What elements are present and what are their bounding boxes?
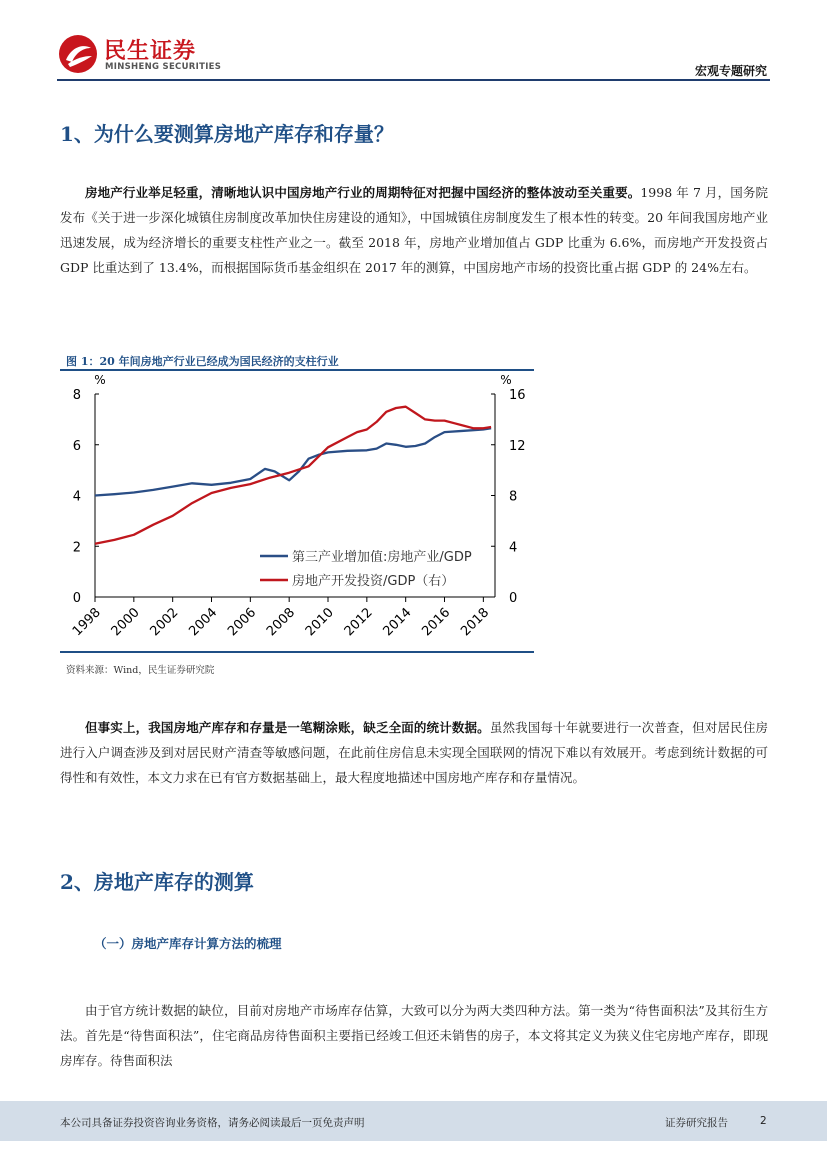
x-tick-label: 2006 (225, 605, 260, 640)
left-tick-label: 4 (72, 489, 81, 505)
right-tick-label: 8 (509, 489, 518, 505)
series-line-real-estate-value-added (95, 428, 491, 495)
x-tick-label: 2000 (108, 605, 143, 640)
header-divider (57, 79, 770, 81)
x-tick-label: 2014 (380, 605, 415, 640)
footer-report-type: 证券研究报告 (665, 1117, 728, 1129)
section2-title: 2、房地产库存的测算 (60, 870, 254, 894)
logo-mark-icon (58, 34, 98, 74)
x-tick-label: 2002 (147, 605, 182, 640)
section2-subtitle: （一）房地产库存计算方法的梳理 (94, 936, 282, 951)
legend-label-real-estate-investment: 房地产开发投资/GDP（右） (292, 574, 455, 589)
right-tick-label: 4 (509, 540, 518, 556)
legend-label-real-estate-value-added: 第三产业增加值:房地产业/GDP (292, 550, 472, 565)
paragraph-statistics-gap-text: 虽然我国每十年就要进行一次普查，但对居民住房进行入户调查涉及到对居民财产清查等敏感问题，在此前住房信息未实现全国联网的情况下难以有效展开。考虑到统计数据的可得性和有效性，本文力求在已有官方数据基础上，最大程度地描述中国房地产库存和存量情况。 (60, 720, 768, 785)
report-section-label: 宏观专题研究 (694, 64, 767, 78)
logo-name-en: MINSHENG SECURITIES (105, 62, 222, 72)
section1-title: 1、为什么要测算房地产库存和存量？ (60, 122, 394, 146)
figure1-source: 资料来源：Wind，民生证券研究院 (66, 665, 215, 676)
left-axis-unit: % (94, 373, 106, 387)
logo-name-cn: 民生证券 (104, 39, 197, 64)
left-tick-label: 2 (72, 540, 81, 556)
x-tick-label: 2010 (302, 605, 337, 640)
x-tick-label: 2012 (341, 605, 376, 640)
x-tick-label: 2016 (419, 605, 454, 640)
figure1-bottom-rule (60, 651, 534, 653)
paragraph-statistics-gap-bold: 但事实上，我国房地产库存和存量是一笔糊涂账，缺乏全面的统计数据。 (85, 720, 490, 735)
x-tick-label: 2008 (263, 605, 299, 640)
series-line-real-estate-investment (95, 407, 491, 544)
section1-paragraph (60, 180, 768, 280)
right-axis-unit: % (500, 373, 512, 387)
left-tick-label: 8 (72, 388, 81, 403)
footer-disclaimer: 本公司具备证券投资咨询业务资格，请务必阅读最后一页免责声明 (60, 1117, 365, 1129)
paragraph-statistics-gap (60, 715, 768, 790)
section2-paragraph: 由于官方统计数据的缺位，目前对房地产市场库存估算，大致可以分为两大类四种方法。第一类为“待售面积法”及其衍生方法。首先是“待售面积法”，住宅商品房待售面积主要指已经竣工但还未销售的房子，本文将其定义为狭义住宅房地产库存，即现房库存。待售面积法 (60, 1003, 768, 1068)
left-tick-label: 0 (72, 591, 81, 606)
x-tick-label: 2018 (458, 605, 493, 640)
x-tick-label: 1998 (69, 605, 104, 640)
figure1-caption: 图 1：20 年间房地产行业已经成为国民经济的支柱行业 (66, 355, 339, 368)
section1-paragraph-bold: 房地产行业举足轻重，清晰地认识中国房地产行业的周期特征对把握中国经济的整体波动至关重要。 (85, 185, 641, 200)
right-tick-label: 16 (509, 388, 526, 403)
figure1-chart (60, 370, 534, 650)
page-number: 2 (760, 1115, 767, 1127)
right-tick-label: 12 (509, 438, 526, 454)
x-tick-label: 2004 (186, 605, 221, 640)
left-tick-label: 6 (72, 438, 81, 454)
right-tick-label: 0 (509, 591, 518, 606)
section1-paragraph-text: 1998 年 7 月，国务院发布《关于进一步深化城镇住房制度改革加快住房建设的通知》，中国城镇住房制度发生了根本性的转变。20 年间我国房地产业迅速发展，成为经济增长的重要支柱性产业之一。截至 2018 年，房地产业增加值占 GDP 比重为 6.6%，而房地产开发投资占 GDP 比重达到了 13.4%，而根据国际货币基金组织在 2017 年的测算，中国房地产市场的投资比重占据 GDP 的 24%左右。 (60, 185, 768, 275)
